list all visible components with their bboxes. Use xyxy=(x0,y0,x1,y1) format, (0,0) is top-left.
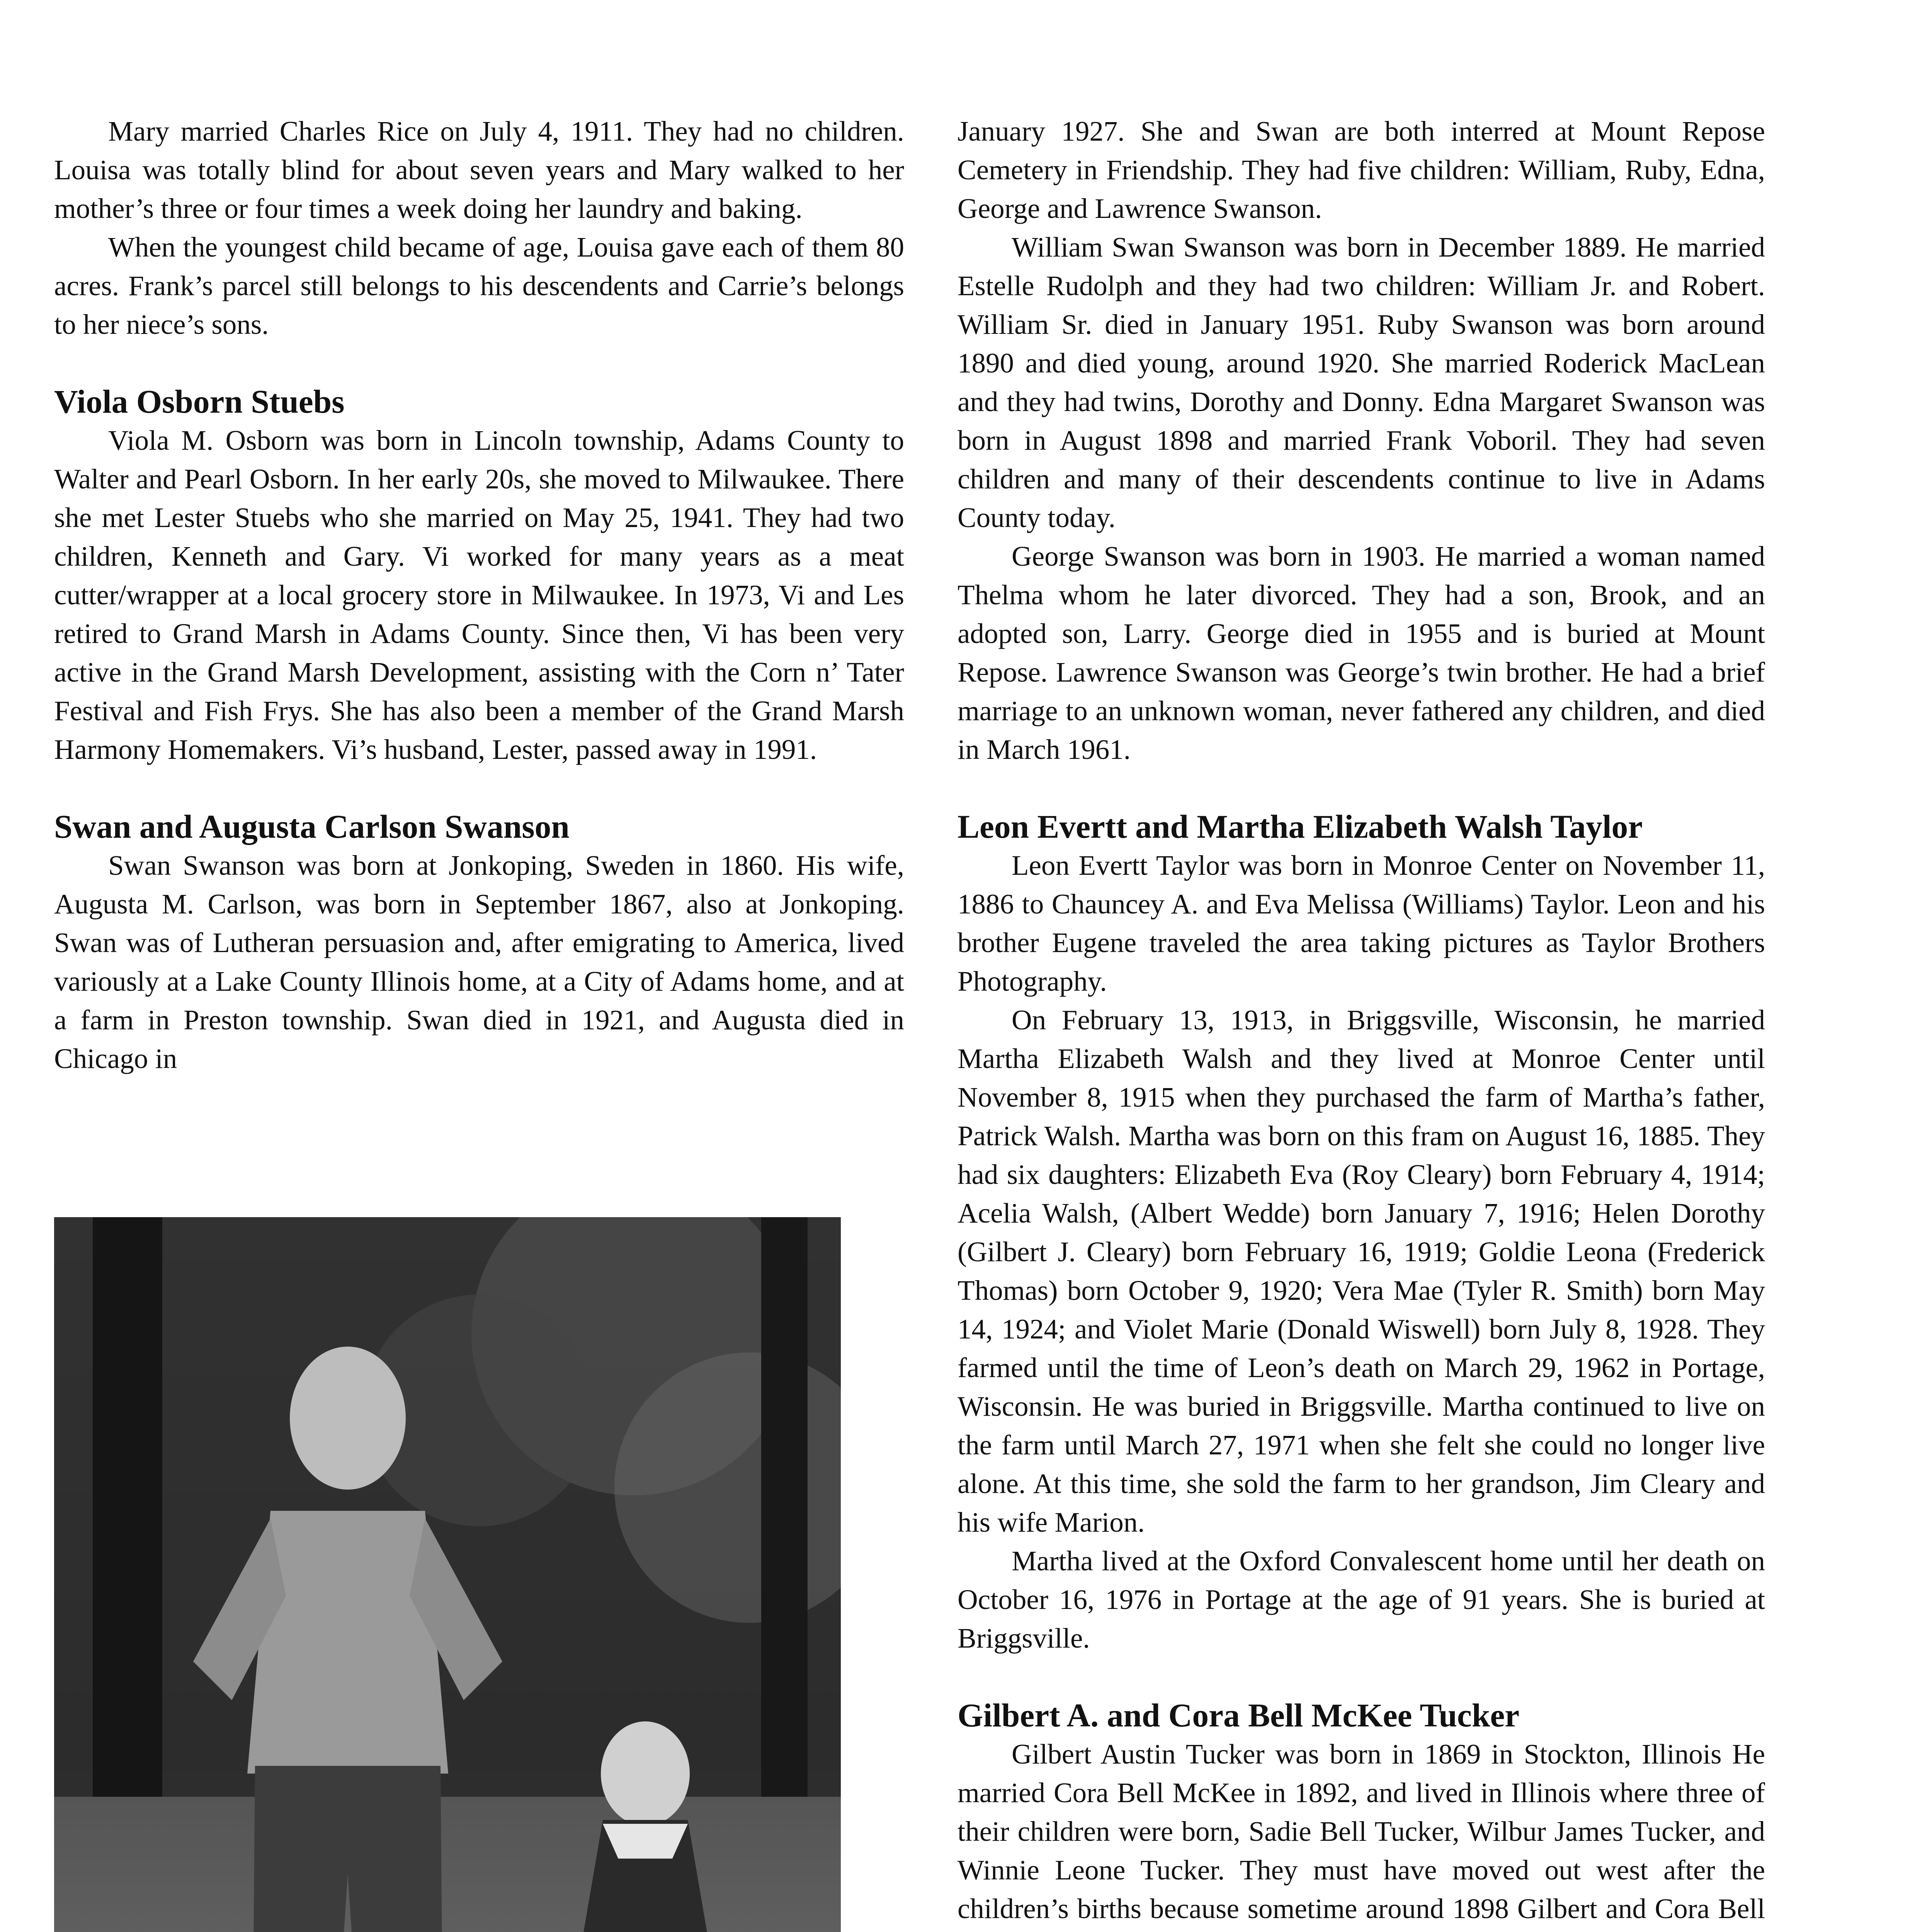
section-heading: Gilbert A. and Cora Bell McKee Tucker xyxy=(957,1697,1520,1734)
paragraph: Leon Evertt Taylor was born in Monroe Center on November 11, 1886 to Chauncey A. and Eva Melissa (Williams) Taylor. Leon and his brother Eugene traveled the area taking pictures as Taylor Brothers Photography. xyxy=(957,850,1765,997)
left-column xyxy=(54,112,904,1078)
right-column xyxy=(957,112,1765,1932)
paragraph: Martha lived at the Oxford Convalescent home until her death on October 16, 1976 in Portage at the age of 91 years. She is buried at Briggsville. xyxy=(957,1545,1765,1654)
paragraph: George Swanson was born in 1903. He married a woman named Thelma whom he later divorced. They had a son, Brook, and an adopted son, Larry. George died in 1955 and is buried at Mount Repose. Lawrence Swanson was George’s twin brother. He had a brief marriage to an unknown woman, never fathered any children, and died in March 1961. xyxy=(957,541,1765,765)
photograph-gilbert-tucker-and-unis xyxy=(54,1217,841,1932)
photo-illustration xyxy=(54,1217,841,1932)
paragraph: January 1927. She and Swan are both interred at Mount Repose Cemetery in Friendship. They had five children: William, Ruby, Edna, George and Lawrence Swanson. xyxy=(957,116,1765,224)
section-heading: Leon Evertt and Martha Elizabeth Walsh Taylor xyxy=(957,809,1643,845)
paragraph: Viola M. Osborn was born in Lincoln township, Adams County to Walter and Pearl Osborn. In her early 20s, she moved to Milwaukee. There she met Lester Stuebs who she married on May 25, 1941. They had two children, Kenneth and Gary. Vi worked for many years as a meat cutter/wrapper at a local grocery store in Milwaukee. In 1973, Vi and Les retired to Grand Marsh in Adams County. Since then, Vi has been very active in the Grand Marsh Development, assisting with the Corn n’ Tater Festival and Fish Frys. She has also been a member of the Grand Marsh Harmony Homemakers. Vi’s husband, Lester, passed away in 1991. xyxy=(54,425,904,765)
paragraph: William Swan Swanson was born in December 1889. He married Estelle Rudolph and they had two children: William Jr. and Robert. William Sr. died in January 1951. Ruby Swanson was born around 1890 and died young, around 1920. She married Roderick MacLean and they had twins, Dorothy and Donny. Edna Margaret Swanson was born in August 1898 and married Frank Voboril. They had seven children and many of their descendents continue to live in Adams County today. xyxy=(957,231,1765,533)
paragraph: Gilbert Austin Tucker was born in 1869 in Stockton, Illinois He married Cora Bell McKee in 1892, and lived in Illinois where three of their children were born, Sadie Bell Tucker, Wilbur James Tucker, and Winnie Leone Tucker. They must have moved out west after the children’s births because sometime around 1898 Gilbert and Cora Bell xyxy=(957,1738,1765,1924)
paragraph: When the youngest child became of age, Louisa gave each of them 80 acres. Frank’s parcel still belongs to his descendents and Carrie’s belongs to her niece’s sons. xyxy=(54,231,904,340)
paragraph: Mary married Charles Rice on July 4, 1911. They had no children. Louisa was totally blind for about seven years and Mary walked to her mother’s three or four times a week doing her laundry and baking. xyxy=(54,116,904,224)
section-heading: Viola Osborn Stuebs xyxy=(54,384,345,420)
paragraph: Swan Swanson was born at Jonkoping, Sweden in 1860. His wife, Augusta M. Carlson, was born in September 1867, also at Jonkoping. Swan was of Lutheran persuasion and, after emigrating to America, lived variously at a Lake County Illinois home, at a City of Adams home, and at a farm in Preston township. Swan died in 1921, and Augusta died in Chicago in xyxy=(54,850,904,1074)
paragraph: On February 13, 1913, in Briggsville, Wisconsin, he married Martha Elizabeth Walsh and they lived at Monroe Center until November 8, 1915 when they purchased the farm of Martha’s father, Patrick Walsh. Martha was born on this fram on August 16, 1885. They had six daughters: Elizabeth Eva (Roy Cleary) born February 4, 1914; Acelia Walsh, (Albert Wedde) born January 7, 1916; Helen Dorothy (Gilbert J. Cleary) born February 16, 1919; Goldie Leona (Frederick Thomas) born October 9, 1920; Vera Mae (Tyler R. Smith) born May 14, 1924; and Violet Marie (Donald Wiswell) born July 8, 1928. They farmed until the time of Leon’s death on March 29, 1962 in Portage, Wisconsin. He was buried in Briggsville. Martha continued to live on the farm until March 27, 1971 when she felt she could no longer live alone. At this time, she sold the farm to her grandson, Jim Cleary and his wife Marion. xyxy=(957,1004,1765,1538)
section-heading: Swan and Augusta Carlson Swanson xyxy=(54,809,570,845)
